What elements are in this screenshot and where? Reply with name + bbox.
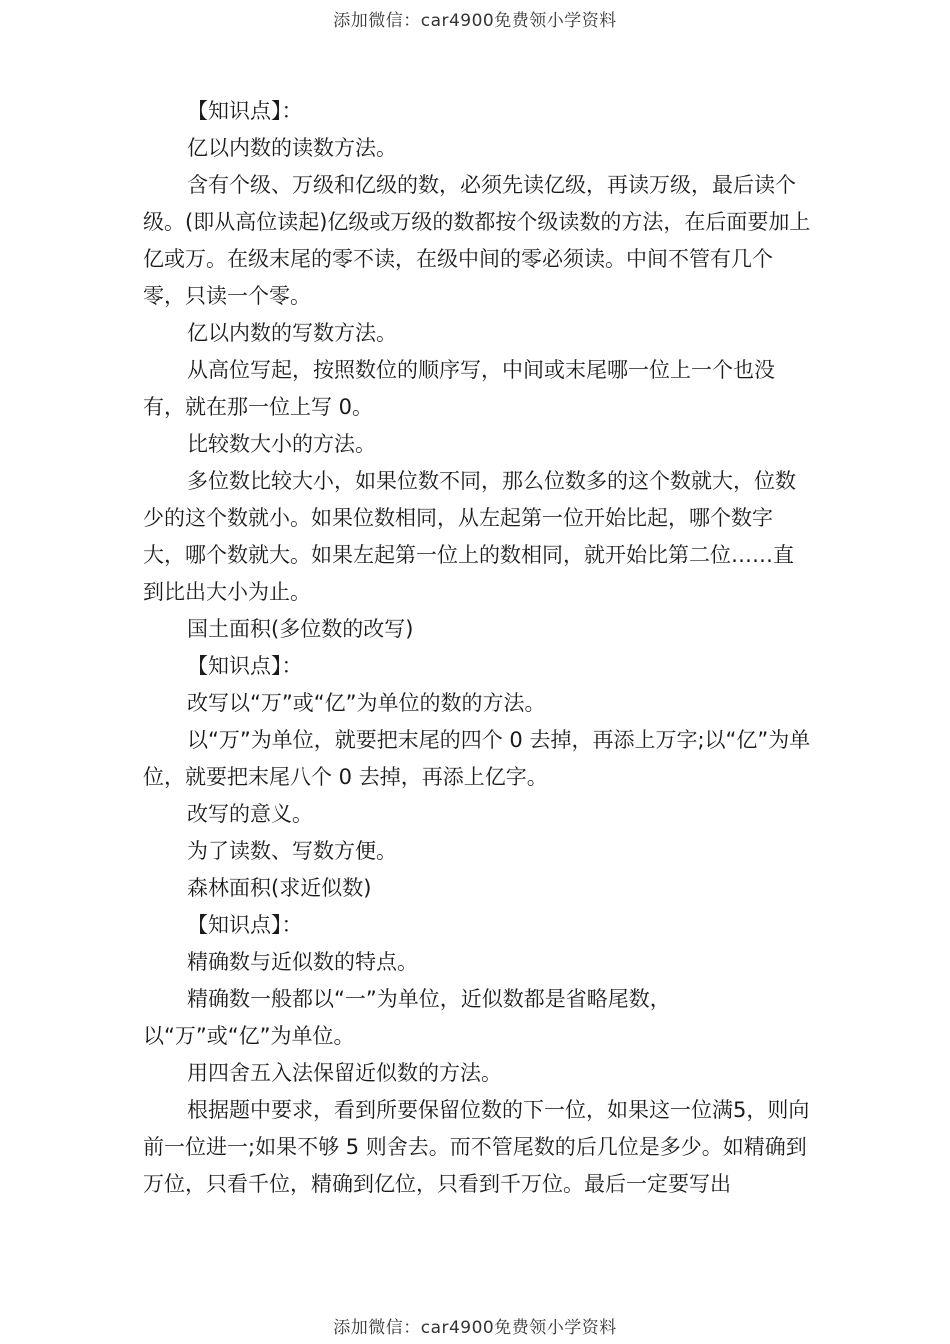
watermark-top: 添加微信：car4900免费领小学资料: [333, 11, 617, 31]
paragraph: 精确数与近似数的特点。: [187, 950, 418, 974]
paragraph: 比较数大小的方法。: [187, 432, 376, 456]
paragraph: 以“万”为单位，就要把末尾的四个 0 去掉，再添上万字;以“亿”为单位，就要把末尾八个 0 去掉，再添上亿字。: [143, 728, 811, 789]
document-body: [143, 93, 813, 1203]
paragraph: 多位数比较大小，如果位数不同，那么位数多的这个数就大，位数少的这个数就小。如果位数相同，从左起第一位开始比起，哪个数字大，哪个数就大。如果左起第一位上的数相同，就开始比第二位……直到比出大小为止。: [143, 469, 796, 604]
paragraph: 用四舍五入法保留近似数的方法。: [187, 1061, 502, 1085]
ghost-header-line: [0, 26, 950, 36]
section-heading: 森林面积(求近似数): [187, 876, 372, 900]
paragraph: 【知识点】：: [187, 99, 303, 123]
paragraph: 根据题中要求，看到所要保留位数的下一位，如果这一位满5，则向前一位进一;如果不够 5 则舍去。而不管尾数的后几位是多少。如精确到万位，只看千位，精确到亿位，只看到千万位。最后一定要写出: [143, 1098, 810, 1196]
paragraph: 改写的意义。: [187, 802, 313, 826]
paragraph: 【知识点】：: [187, 913, 303, 937]
paragraph: 含有个级、万级和亿级的数，必须先读亿级，再读万级，最后读个级。(即从高位读起)亿级或万级的数都按个级读数的方法，在后面要加上亿或万。在级末尾的零不读，在级中间的零必须读。中间不管有几个零，只读一个零。: [143, 173, 811, 308]
paragraph: 从高位写起，按照数位的顺序写，中间或末尾哪一位上一个也没有，就在那一位上写 0。: [143, 358, 775, 419]
paragraph: 精确数一般都以“一”为单位，近似数都是省略尾数，以“万”或“亿”为单位。: [143, 987, 671, 1048]
section-heading: 国土面积(多位数的改写): [187, 617, 414, 641]
paragraph: 亿以内数的写数方法。: [187, 321, 397, 345]
watermark-bottom: 添加微信：car4900免费领小学资料: [333, 1318, 617, 1338]
paragraph: 为了读数、写数方便。: [187, 839, 397, 863]
paragraph: 改写以“万”或“亿”为单位的数的方法。: [187, 691, 546, 715]
paragraph: 亿以内数的读数方法。: [187, 136, 397, 160]
paragraph: 【知识点】：: [187, 654, 303, 678]
